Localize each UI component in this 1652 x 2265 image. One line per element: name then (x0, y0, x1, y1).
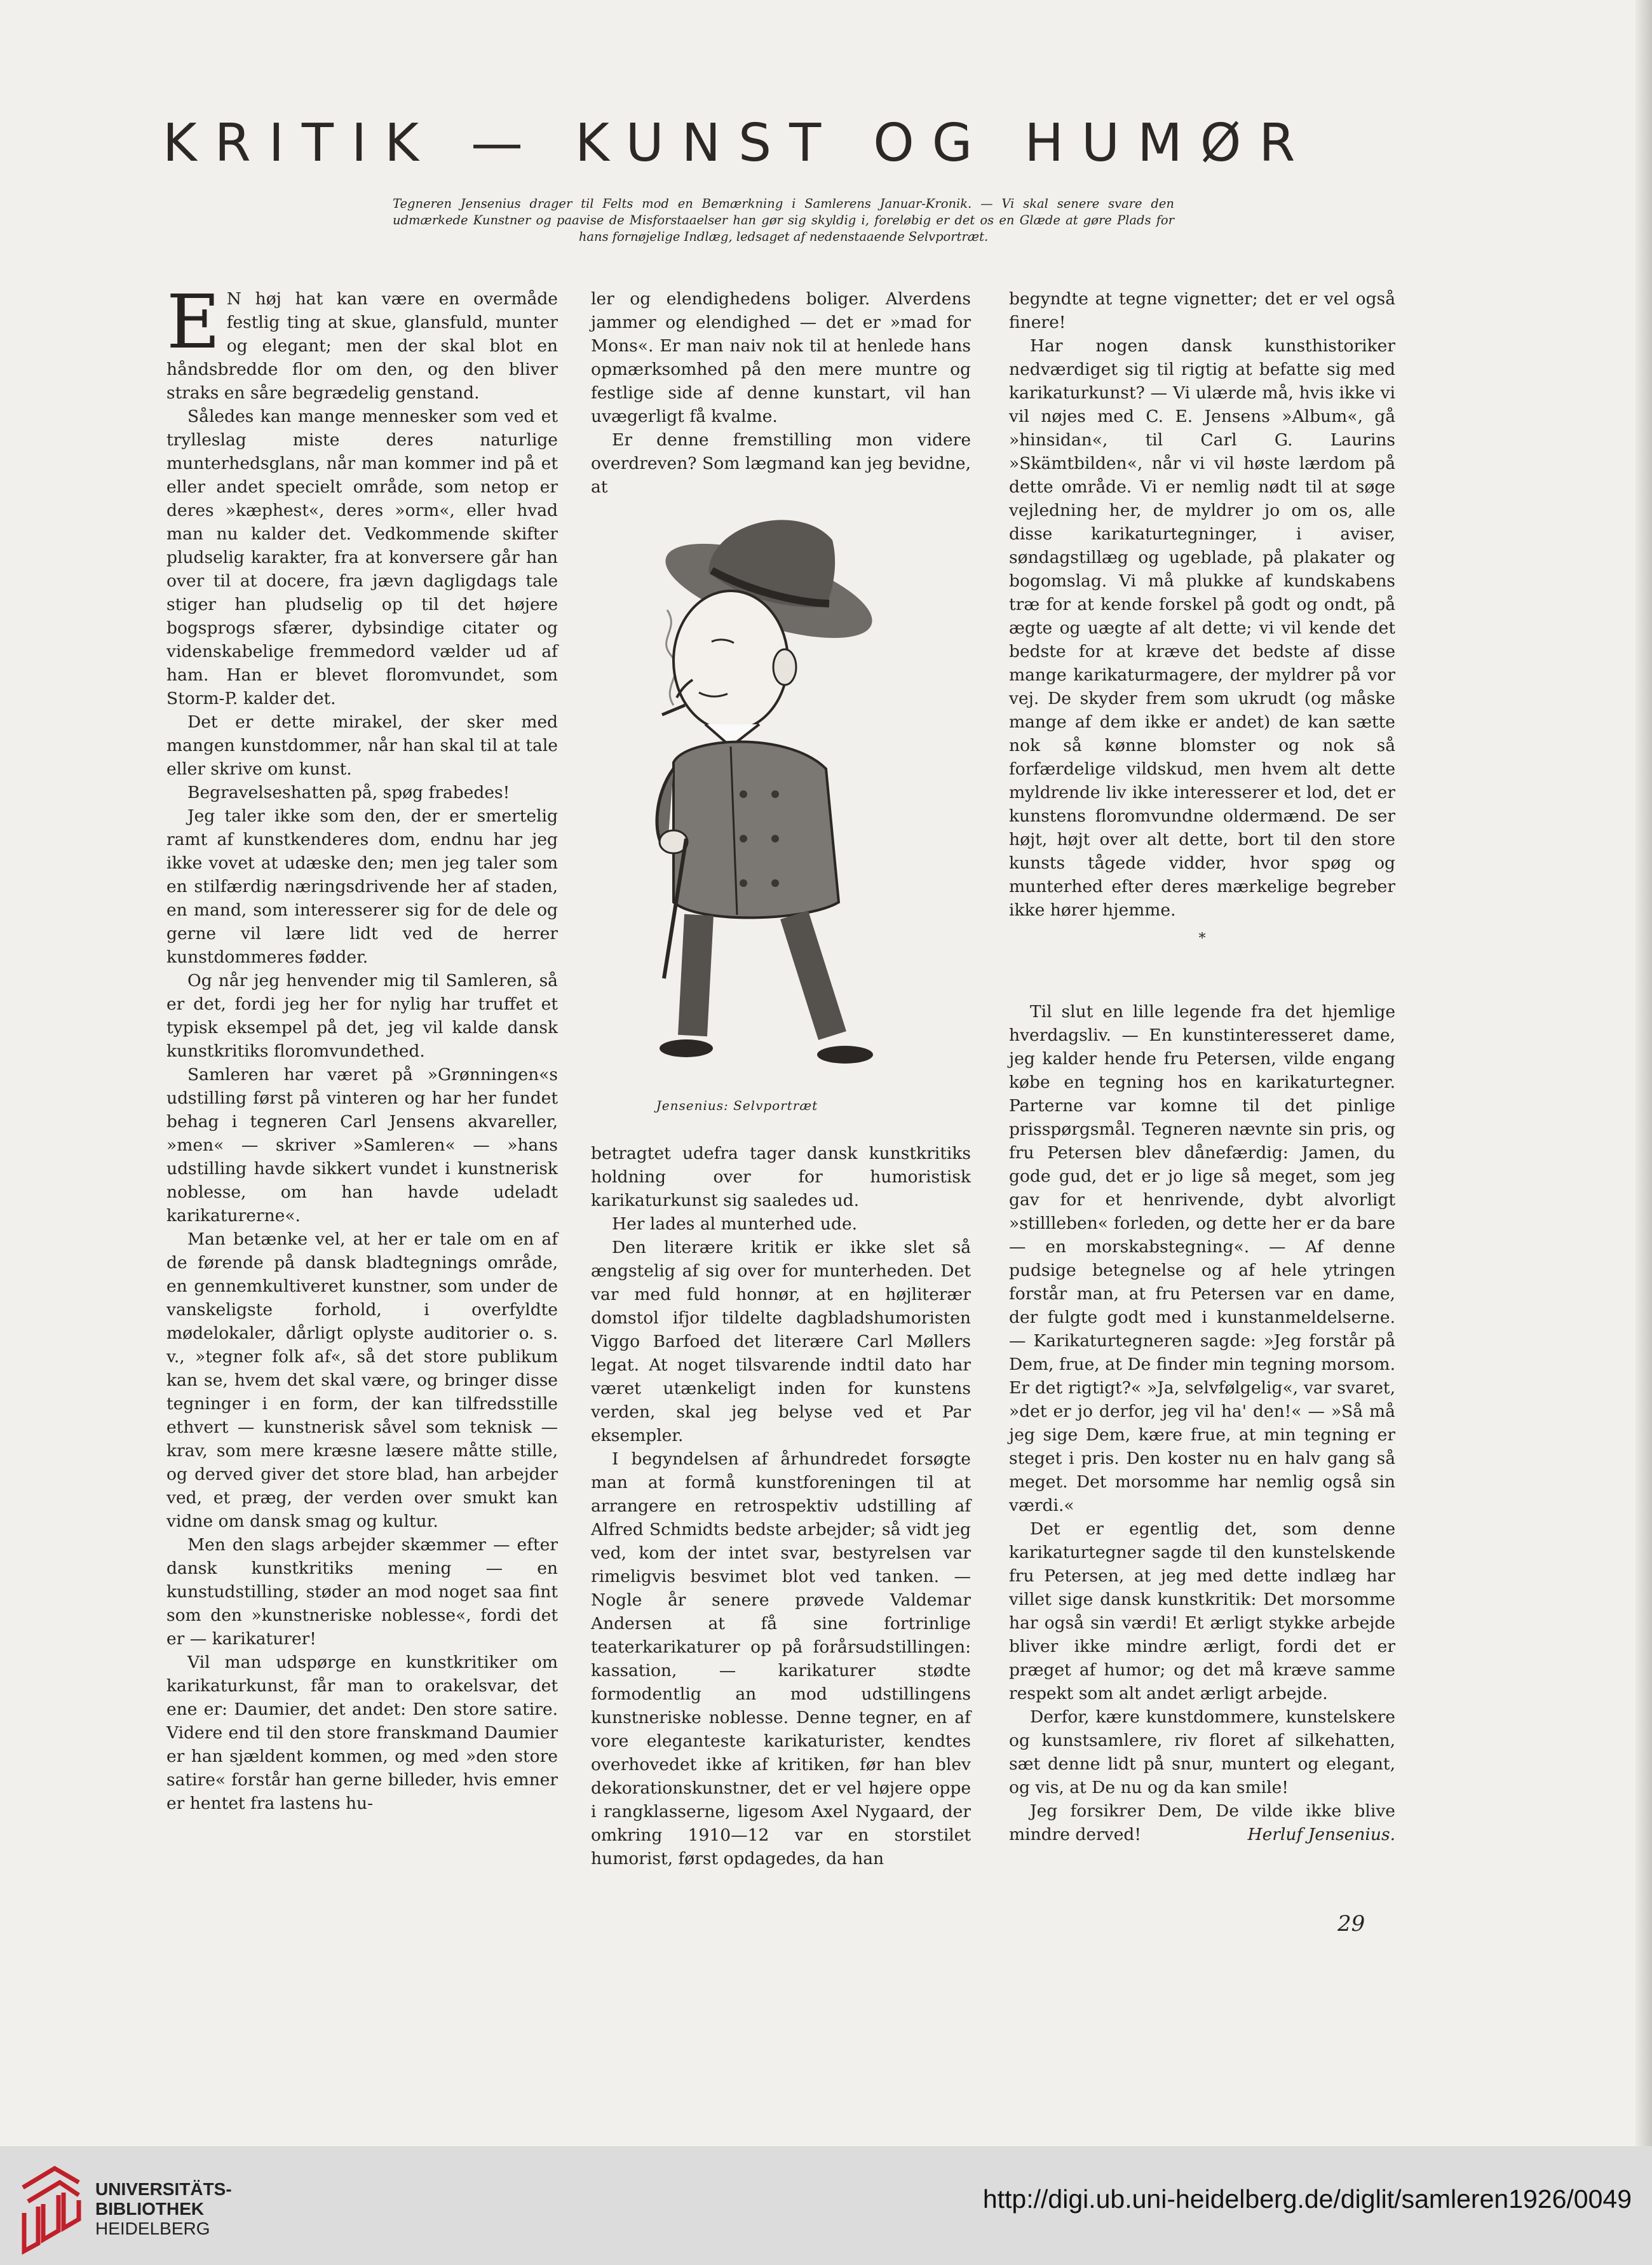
page-number: 29 (1337, 1911, 1365, 1937)
editor-intro: Tegneren Jensenius drager til Felts mod en Bemærkning i Samlerens Januar-Kronik. — Vi skal senere svare den udmærkede Kunstner og paavise de Misforstaaelser han gør sig skyldig i, foreløbig er det os en Glæde at gøre Plads for hans fornøjelige Indlæg, ledsaget af nedenstaaende Selvportræt. (393, 196, 1174, 244)
library-name: UNIVERSITÄTS- BIBLIOTHEK HEIDELBERG (95, 2179, 232, 2238)
column-2-bottom (591, 1142, 971, 1870)
col2-paragraph: I begyndelsen af århundredet forsøgte man at formå kunstforeningen til at arrangere en retrospektiv udstilling af Alfred Schmidts bedste arbejder; så vidt jeg ved, kom der intet svar, bestyrelsen var rimeligvis besvimet blot ved tanken. — Nogle år senere prøvede Valdemar Andersen at få sine fortrinlige teaterkarikaturer op på forårsudstillingen: kassation, — karikaturer stødte formodentlig an mod udstillingens kunstneriske noblesse. Denne tegner, en af vore eleganteste karikaturister, kendtes overhovedet ikke af kritiken, før han blev dekorationskunstner, det er vel højere oppe i rangklasserne, ligesom Axel Nygaard, der omkring 1910—12 var en storstilet humorist, først opdagedes, da han (591, 1449, 971, 1869)
section-separator: * (1198, 931, 1206, 947)
author-signature: Herluf Jensenius. (1247, 1825, 1395, 1844)
col1-paragraph: Begravelseshatten på, spøg frabedes! (187, 783, 510, 802)
column-2-top (591, 287, 971, 499)
col3-paragraph: Derfor, kære kunstdommere, kunstelskere og kunstsamlere, riv floret af silkehatten, sæt denne lidt på snur, muntert og elegant, og vis, at De nu og da kan smile! (1009, 1707, 1395, 1797)
col1-paragraph: Således kan mange mennesker som ved et trylleslag miste deres naturlige munterhedsglans, når man kommer ind på et eller andet specielt område, som netop er deres »kæphest«, deres »orm«, eller hvad man nu kalder det. Vedkommende skifter pludselig karakter, fra at konversere går han over til at docere, fra jævn dagligdags tale stiger han pludselig op til det højere bogsprogs sfærer, dybsindige citater og videnskabelige fremmedord vælder ud af ham. Han er blevet floromvundet, som Storm-P. kalder det. (166, 407, 558, 708)
col1-paragraph: Og når jeg henvender mig til Samleren, så er det, fordi jeg her for nylig har truffet et typisk eksempel på det, jeg vil kalde dansk kunstkritiks floromvundethed. (166, 971, 558, 1061)
ub-heidelberg-logo[interactable] (15, 2162, 85, 2256)
col3-paragraph: begyndte at tegne vignetter; det er vel også finere! (1009, 289, 1395, 332)
col3-paragraph: Har nogen dansk kunsthistoriker nedværdiget sig til rigtig at befatte sig med karikaturkunst? — Vi ulærde må, hvis ikke vi vil nøjes med C. E. Jensens »Album«, gå »hinsidan«, til Carl G. Laurins »Skämtbilden«, når vi vil høste lærdom på dette område. Vi er nemlig nødt til at søge vejledning her, de myldrer jo om os, alle disse karikaturtegninger, i aviser, søndagstillæg og ugeblade, på plakater og bogomslag. Vi må plukke af kundskabens træ for at kende forskel på godt og ondt, på ægte og uægte af alt dette; vi vil kende det bedste for at kræve det bedste af disse mange karikaturmagere, der myldrer på vor vej. De skyder frem som ukrudt (og måske mange af dem ikke er andet) de kan sætte nok så kønne blomster og nok så forfærdelige vildskud, men hvem alt dette myldrende liv ikke interesserer et lod, det er kunstens floromvundne oldermænd. De ser højt, højt over alt dette, bort til den store kunsts tågede vidder, hvor spøg og munterhed efter deres mærkelige begreber ikke hører hjemme. (1009, 336, 1395, 920)
col2-paragraph: betragtet udefra tager dansk kunstkritiks holdning over for humoristisk karikaturkunst sig saaledes ud. (591, 1144, 971, 1210)
col3-paragraph: Jeg forsikrer Dem, De vilde ikke blive mindre derved! Herluf Jensenius. (1009, 1799, 1395, 1846)
col2-paragraph: Den literære kritik er ikke slet så ængstelig af sig over for munterheden. Det var med fuld honnør, at en højliterær domstol ifjor tildelte dagbladshumoristen Viggo Barfoed det literære Carl Møllers legat. At noget tilsvarende indtil dato har været utænkeligt inden for kunstens verden, skal jeg belyse ved et Par eksempler. (591, 1238, 971, 1445)
col3-paragraph: Til slut en lille legende fra det hjemlige hverdagsliv. — En kunstinteresseret dame, jeg kalder hende fru Petersen, vilde engang købe en tegning hos en karikaturtegner. Parterne var komne til det pinlige prisspørgsmål. Tegneren nævnte sin pris, og fru Petersen blev dånefærdig: Jamen, du gode gud, det er jo lige så meget, som jeg gav for et henrivende, dybt alvorligt »stillleben« forleden, og dette her er da bare — en morskabstegning«. — Af denne pudsige betegnelse og af hele ytringen forstår man, at fru Petersen var en dame, der fulgte godt med i kunstanmeldelserne. — Karikaturtegneren sagde: »Jeg forstår på Dem, frue, at De finder min tegning morsom. Er det rigtigt?« »Ja, selvfølgelig«, var svaret, »det er jo derfor, jeg vil ha' den!« — »Så må jeg sige Dem, kære frue, at min tegning er steget i pris. Den koster nu en halv gang så meget. Det morsomme har nemlig også sin værdi.« (1009, 1002, 1395, 1515)
col2-paragraph: Er denne fremstilling mon videre overdreven? Som lægmand kan jeg bevidne, at (591, 430, 971, 497)
col1-paragraph: Vil man udspørge en kunstkritiker om karikaturkunst, får man to orakelsvar, det ene er: Daumier, det andet: Den store satire. Videre end til den store franskmand Daumier er han sjældent kommen, og med »den store satire« forstår han gerne billeder, hvis emner er hentet fra lastens hu- (166, 1653, 558, 1813)
col2-paragraph: Her lades al munterhed ude. (612, 1214, 858, 1234)
col1-paragraph: Samleren har været på »Grønningen«s udstilling først på vinteren og har her fundet behag i tegneren Carl Jensens akvareller, »men« — skriver »Samleren« — »hans udstilling havde sikkert vundet i kunstnerisk noblesse, om han havde udeladt karikaturerne«. (166, 1065, 558, 1226)
col1-paragraph: Det er dette mirakel, der sker med mangen kunstdommer, når han skal til at tale eller skrive om kunst. (166, 712, 558, 779)
col1-paragraph: Man betænke vel, at her er tale om en af de førende på dansk bladtegnings område, en gennemkultiveret kunstner, som under de vanskeligste forhold, i overfyldte mødelokaler, dårligt oplyste auditorier o. s. v., »tegner folk af«, så det store publikum kan se, hvem det skal være, og bringer disse tegninger i en form, der kan tilfredsstille ethvert — kunstnerisk såvel som teknisk — krav, som mere kræsne læsere måtte stille, og derved giver det store blad, han arbejder ved, et præg, der verden over smukt kan vidne om dansk smag og kultur. (166, 1229, 558, 1531)
page-edge-shadow (1635, 0, 1652, 2146)
column-3 (1009, 287, 1395, 1846)
article-title: KRITIK — KUNST OG HUMØR (163, 113, 1313, 173)
col1-paragraph: Men den slags arbejder skæmmer — efter dansk kunstkritiks mening — en kunstudstilling, støder an mod noget saa fint som den »kunstneriske noblesse«, fordi det er — karikaturer! (166, 1535, 558, 1649)
drop-cap: E (166, 280, 220, 365)
column-1 (166, 280, 558, 1815)
self-portrait-illustration (648, 496, 940, 1090)
source-url[interactable]: http://digi.ub.uni-heidelberg.de/diglit/samleren1926/0049 (982, 2184, 1632, 2214)
col1-paragraph: E N høj hat kan være en overmåde festlig ting at skue, glansfuld, munter og elegant; men der skal blot en håndsbredde flor om den, og den bliver straks en såre begrædelig genstand. (166, 280, 558, 403)
viewer-footer (0, 2146, 1652, 2265)
illustration-caption: Jensenius: Selvportræt (656, 1098, 818, 1113)
col3-paragraph: Det er egentlig det, som denne karikaturtegner sagde til den kunstelskende fru Petersen, at jeg med dette indlæg har villet sige dansk kunstkritik: Det morsomme har også sin værdi! Et ærligt stykke arbejde bliver ikke mindre ærligt, fordi det er præget af humor; og det må kræve samme respekt som alt andet ærligt arbejde. (1009, 1519, 1395, 1703)
col1-paragraph: Jeg taler ikke som den, der er smertelig ramt af kunstkenderes dom, endnu har jeg ikke vovet at udæske den; men jeg taler som en stilfærdig næringsdrivende her af staden, en mand, som interesserer sig for de dele og gerne vil lære lidt ved de herrer kunstdommeres fødder. (166, 806, 558, 967)
col2-paragraph: ler og elendighedens boliger. Alverdens jammer og elendighed — det er »mad for Mons«. Er man naiv nok til at henlede hans opmærksomhed på den mere muntre og festlige side af denne kunstart, vil han uvægerligt få kvalme. (591, 289, 971, 426)
